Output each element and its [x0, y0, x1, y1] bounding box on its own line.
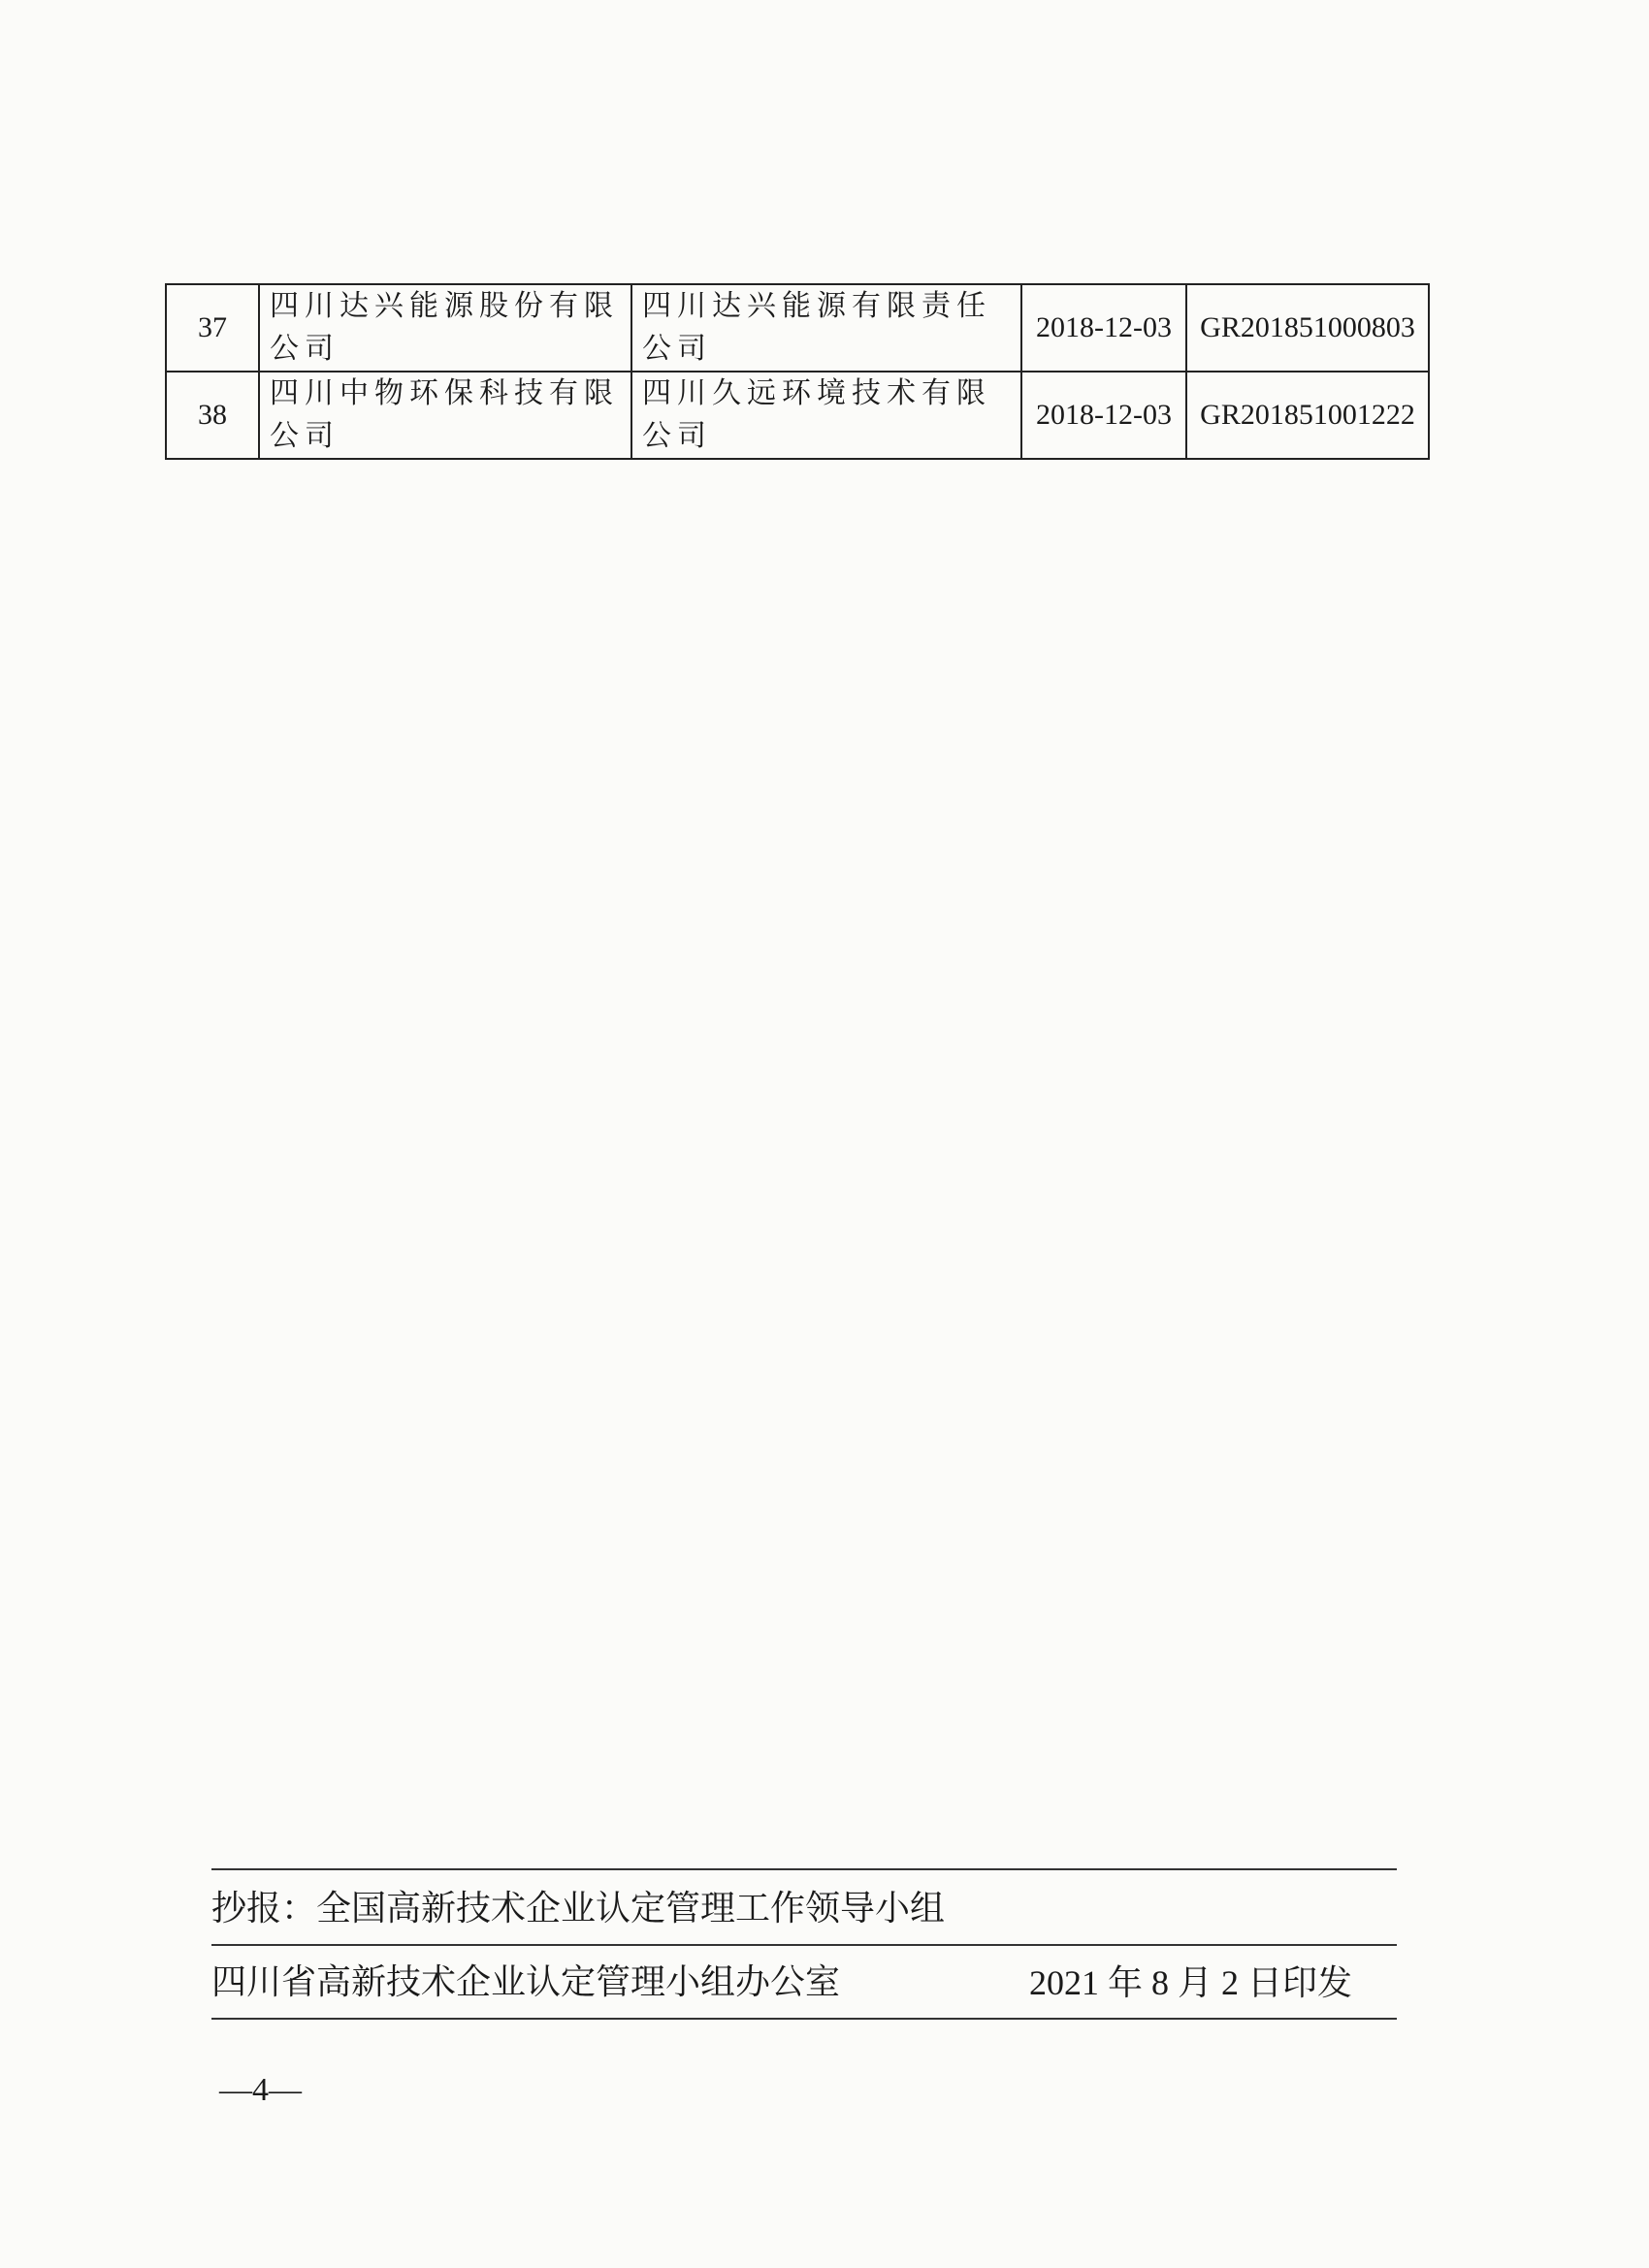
- certification-date: 2018-12-03: [1021, 284, 1186, 372]
- footer-top-rule: [211, 1868, 1397, 1870]
- company-rename-table: [165, 283, 1430, 460]
- table-row: [166, 284, 1429, 372]
- certificate-number: GR201851001222: [1186, 372, 1429, 459]
- cc-label: 抄报：: [211, 1889, 317, 1928]
- former-company-name: 四川达兴能源有限责任公司: [631, 284, 1021, 372]
- issuer-line: [211, 1960, 1397, 2006]
- certification-date: 2018-12-03: [1021, 372, 1186, 459]
- page-number: —4—: [219, 2072, 302, 2108]
- cc-line: [211, 1886, 1397, 1932]
- issue-date: 2021 年 8 月 2 日印发: [1028, 1963, 1352, 2002]
- row-index: 38: [166, 372, 259, 459]
- row-index: 37: [166, 284, 259, 372]
- issuer: 四川省高新技术企业认定管理小组办公室: [211, 1962, 841, 2002]
- former-company-name: 四川久远环境技术有限公司: [631, 372, 1021, 459]
- table-row: [166, 372, 1429, 459]
- footer-middle-rule: [211, 1944, 1397, 1946]
- certificate-number: GR201851000803: [1186, 284, 1429, 372]
- current-company-name: 四川中物环保科技有限公司: [259, 372, 631, 459]
- footer-bottom-rule: [211, 2018, 1397, 2020]
- cc-recipient: 全国高新技术企业认定管理工作领导小组: [316, 1889, 946, 1928]
- current-company-name: 四川达兴能源股份有限公司: [259, 284, 631, 372]
